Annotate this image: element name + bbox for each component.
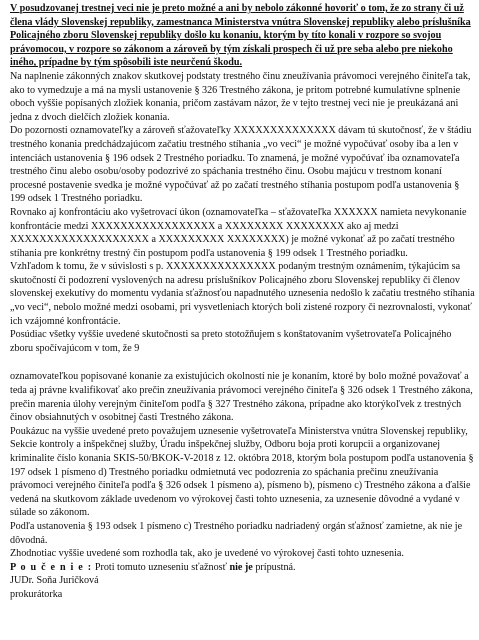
paragraph: oznamovateľkou popisované konanie za existujúcich okolností nie je konaním, ktoré by bolo možné považovať a teda aj právne kvalifikovať ako prečin zneužívania právomoci verejného činiteľa § 326 odsek 1 Trestného zákona, prečin marenia úlohy verejným činiteľom podľa § 327 Trestného zákona, prípadne ako ktorýkoľvek z trestných činov obsiahnutých v osobitnej časti Trestného zákona. (10, 371, 473, 424)
lead-statement: V posudzovanej trestnej veci nie je preto možné a ani by nebolo zákonné hovoriť o tom, že zo strany či už člena vlády Slovenskej republiky, zamestnanca Ministerstva vnútra Slovenskej republiky alebo príslušníka Policajného zboru Slovenskej republiky došlo ku konaniu, ktorým by títo konali v rozpore so svojou právomocou, v rozpore so zákonom a zároveň by tým získali prospech či už pre seba alebo pre niekoho iného, prípadne by tým spôsobili iste neurčenú škodu. (10, 3, 471, 69)
paragraph: Na naplnenie zákonných znakov skutkovej podstaty trestného činu zneužívania právomoci verejného činiteľa tak, ako to vymedzuje a má na mysli ustanovenie § 326 Trestného zákona, je pritom potrebné kumulatívne splnenie oboch vyššie popísaných zložiek konania, pričom zastávam názor, že v tejto trestnej veci nie je preukázaná ani jedna z dvoch dielčích zložiek konania. (10, 70, 471, 123)
paragraph: Zhodnotiac vyššie uvedené som rozhodla tak, ako je uvedené vo výrokovej časti tohto uznesenia. (10, 548, 404, 560)
instruction-text: Proti tomuto uzneseniu sťažnosť (92, 561, 230, 573)
instruction-paragraph (10, 561, 476, 575)
document-page (10, 2, 476, 602)
paragraph: Poukázuc na vyššie uvedené preto považujem uznesenie vyšetrovateľa Ministerstva vnútra Slovenskej republiky, Sekcie kontroly a inšpekčnej služby, Úradu inšpekčnej služby, Odboru boja proti korupcii a organizovanej kriminalite číslo konania SKIS-50/BKOK-V-2018 z 12. októbra 2018, ktorým bola postupom podľa ustanovenia § 197 odsek 1 písmeno d) Trestného poriadku odmietnutá vec podozrenia zo spáchania prečinu zneužívania právomoci verejného činiteľa podľa § 326 odsek 1 písmeno a), písmeno b), písmeno c) Trestného zákona a ďalšie vedená na skutkovom základe uvedenom vo výrokovej časti tohto uznesenia, za uznesenie dôvodné a vydané v súlade so zákonom. (10, 425, 474, 519)
page-break-gap (10, 355, 476, 370)
instruction-emphasis: nie je (229, 561, 253, 573)
paragraph: Posúdiac všetky vyššie uvedené skutočnosti sa preto stotožňujem s konštatovaním vyšetrovateľa Policajného zboru spočívajúcom v tom, že 9 (10, 329, 452, 354)
paragraph: Vzhľadom k tomu, že v súvislosti s p. XXXXXXXXXXXXXXX podaným trestným oznámením, týkajúcim sa skutočností či podozrení vyslovených na adresu príslušníkov Policajného zboru Slovenskej republiky či členov slovenskej exekutívy do momentu vydania sťažnosťou napadnutého uznesenia nedošlo k začatiu trestného stíhania „vo veci“, nebolo možné medzi osobami, pri vysvetleniach ktorých boli zistené rozpory či nezrovnalosti, vykonať ich vzájomné konfrontácie. (10, 261, 475, 327)
paragraph: Rovnako aj konfrontáciu ako vyšetrovací úkon (oznamovateľka – sťažovateľka XXXXXX namieta nevykonanie konfrontácie medzi XXXXXXXXXXXXXXXXX a XXXXXXXX XXXXXXXX ako aj medzi XXXXXXXXXXXXXXXXXXX a XXXXXXXXX XXXXXXXX) je možné vykonať až po začatí trestného stíhania pre konkrétny trestný čin postupom podľa ustanovenia § 199 odsek 1 Trestného poriadku. (10, 206, 467, 259)
instruction-end: prípustná. (252, 561, 296, 573)
instruction-label: P o u č e n i e : (10, 561, 93, 573)
paragraph: Do pozornosti oznamovateľky a zároveň sťažovateľky XXXXXXXXXXXXXX dávam tú skutočnosť, že v štádiu trestného konania predchádzajúcom začatiu trestného stíhania „vo veci“ je možné vypočúvať osoby iba a len v intenciách ustanovenia § 196 odsek 2 Trestného poriadku. To znamená, je možné vypočúvať iba oznamovateľa trestného činu alebo osobu/osoby podozrivé zo spáchania trestného činu. Osobu majúcu v trestnom konaní procesné postavenie svedka je možné vypočúvať až po začatí trestného stíhania postupom podľa ustanovenia § 199 odsek 1 Trestného poriadku. (10, 125, 472, 205)
signature-title: prokurátorka (10, 588, 63, 600)
paragraph: Podľa ustanovenia § 193 odsek 1 písmeno c) Trestného poriadku nadriadený orgán sťažnosť zamietne, ak nie je dôvodná. (10, 520, 463, 546)
signature-name: JUDr. Soňa Juričková (10, 575, 99, 587)
